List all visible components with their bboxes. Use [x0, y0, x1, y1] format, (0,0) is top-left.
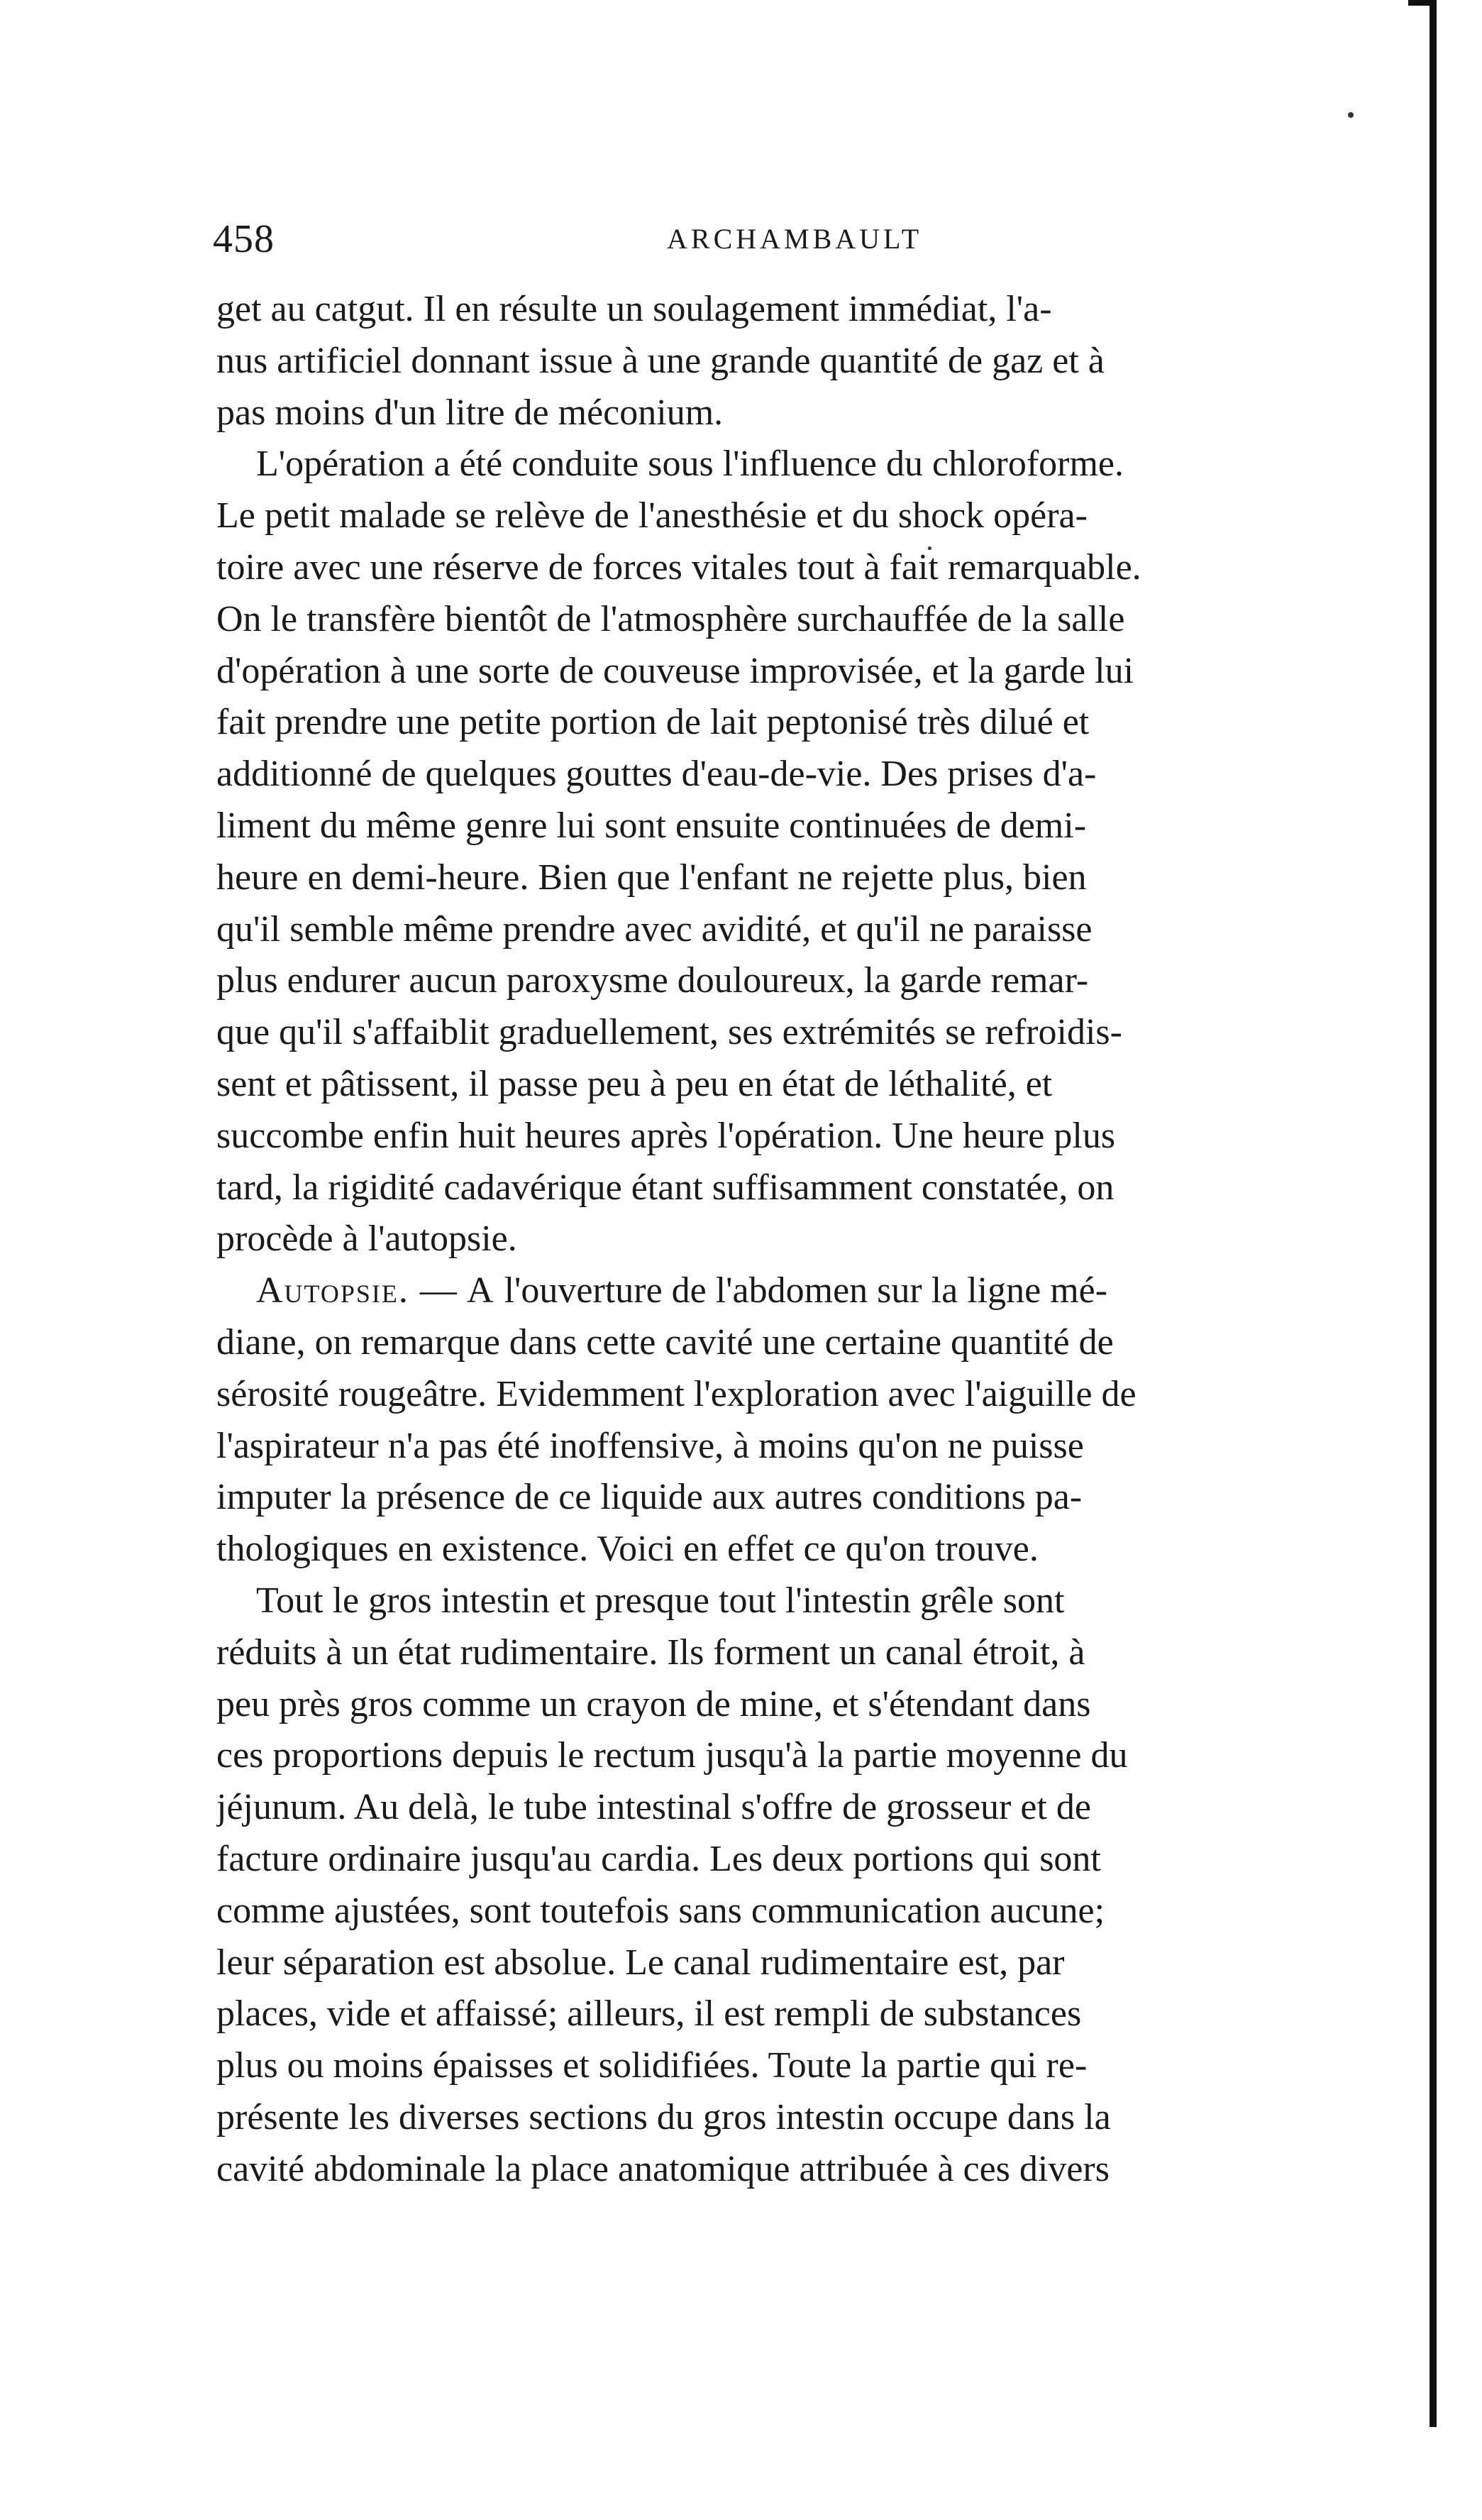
text-line: cavité abdominale la place anatomique attribuée à ces divers [216, 2148, 1110, 2189]
text-line: fait prendre une petite portion de lait peptonisé très dilué et [216, 702, 1090, 743]
text-line: places, vide et affaissé; ailleurs, il est rempli de substances [216, 1993, 1082, 2035]
text-line: pas moins d'un litre de méconium. [216, 392, 724, 433]
text-line: diane, on remarque dans cette cavité une certaine quantité de [216, 1321, 1114, 1363]
text-line: additionné de quelques gouttes d'eau-de-vie. Des prises d'a- [216, 754, 1097, 795]
text-line: que qu'il s'affaiblit graduellement, ses extrémités se refroidis- [216, 1012, 1122, 1053]
running-head [213, 216, 1320, 273]
text-line: On le transfère bientôt de l'atmosphère surchauffée de la salle [216, 598, 1125, 639]
text-line: thologiques en existence. Voici en effet ce qu'on trouve. [216, 1529, 1039, 1570]
scan-speck [1348, 112, 1354, 118]
text-line: Tout le gros intestin et presque tout l'intestin grêle sont [256, 1580, 1065, 1621]
text-line: plus endurer aucun paroxysme douloureux, la garde remar- [216, 960, 1089, 1001]
text-line: liment du même genre lui sont ensuite continuées de demi- [216, 805, 1087, 846]
text-line: leur séparation est absolue. Le canal rudimentaire est, par [216, 1942, 1065, 1983]
text-line: comme ajustées, sont toutefois sans communication aucune; [216, 1890, 1105, 1931]
text-line: heure en demi-heure. Bien que l'enfant ne rejette plus, bien [216, 857, 1087, 898]
text-line-autopsie [216, 1265, 1380, 1317]
text-line: sent et pâtissent, il passe peu à peu en état de léthalité, et [216, 1063, 1053, 1104]
text-line: imputer la présence de ce liquide aux autres conditions pa- [216, 1477, 1083, 1518]
body-text [216, 284, 1380, 2195]
text-line: get au catgut. Il en résulte un soulagement immédiat, l'a- [216, 289, 1052, 329]
text-line: l'aspirateur n'a pas été inoffensive, à moins qu'on ne puisse [216, 1425, 1084, 1466]
text-line: jéjunum. Au delà, le tube intestinal s'offre de grosseur et de [216, 1787, 1091, 1828]
text-line: qu'il semble même prendre avec avidité, et qu'il ne paraisse [216, 908, 1093, 950]
text-line: présente les diverses sections du gros intestin occupe dans la [216, 2096, 1111, 2137]
scan-border-right [1430, 0, 1437, 2427]
text-line: réduits à un état rudimentaire. Ils forment un canal étroit, à [216, 1632, 1085, 1673]
text-line: procède à l'autopsie. [216, 1218, 517, 1260]
text-line: Le petit malade se relève de l'anesthésie et du shock opéra- [216, 495, 1088, 537]
page-number: 458 [213, 217, 275, 261]
text-line: nus artificiel donnant issue à une grande quantité de gaz et à [216, 340, 1105, 381]
text-line: facture ordinaire jusqu'au cardia. Les deux portions qui sont [216, 1838, 1101, 1879]
text-line: d'opération à une sorte de couveuse improvisée, et la garde lui [216, 650, 1134, 691]
text-line: L'opération a été conduite sous l'influence du chloroforme. [256, 444, 1124, 485]
text-line: tard, la rigidité cadavérique étant suffisamment constatée, on [216, 1167, 1115, 1208]
running-title: ARCHAMBAULT [667, 223, 923, 255]
text-line: toire avec une réserve de forces vitales tout à fait remarquable. [216, 546, 1141, 588]
text-line: peu près gros comme un crayon de mine, et s'étendant dans [216, 1683, 1091, 1724]
text-line: ces proportions depuis le rectum jusqu'à la partie moyenne du [216, 1735, 1128, 1776]
text-line: sérosité rougeâtre. Evidemment l'exploration avec l'aiguille de [216, 1373, 1137, 1414]
text-line: succombe enfin huit heures après l'opération. Une heure plus [216, 1115, 1116, 1156]
text-line: plus ou moins épaisses et solidifiées. Toute la partie qui re- [216, 2045, 1088, 2086]
text-line-autopsie-rest: l'ouverture de l'abdomen sur la ligne mé- [504, 1270, 1108, 1311]
section-heading-autopsie: Autopsie. — A [256, 1270, 495, 1311]
